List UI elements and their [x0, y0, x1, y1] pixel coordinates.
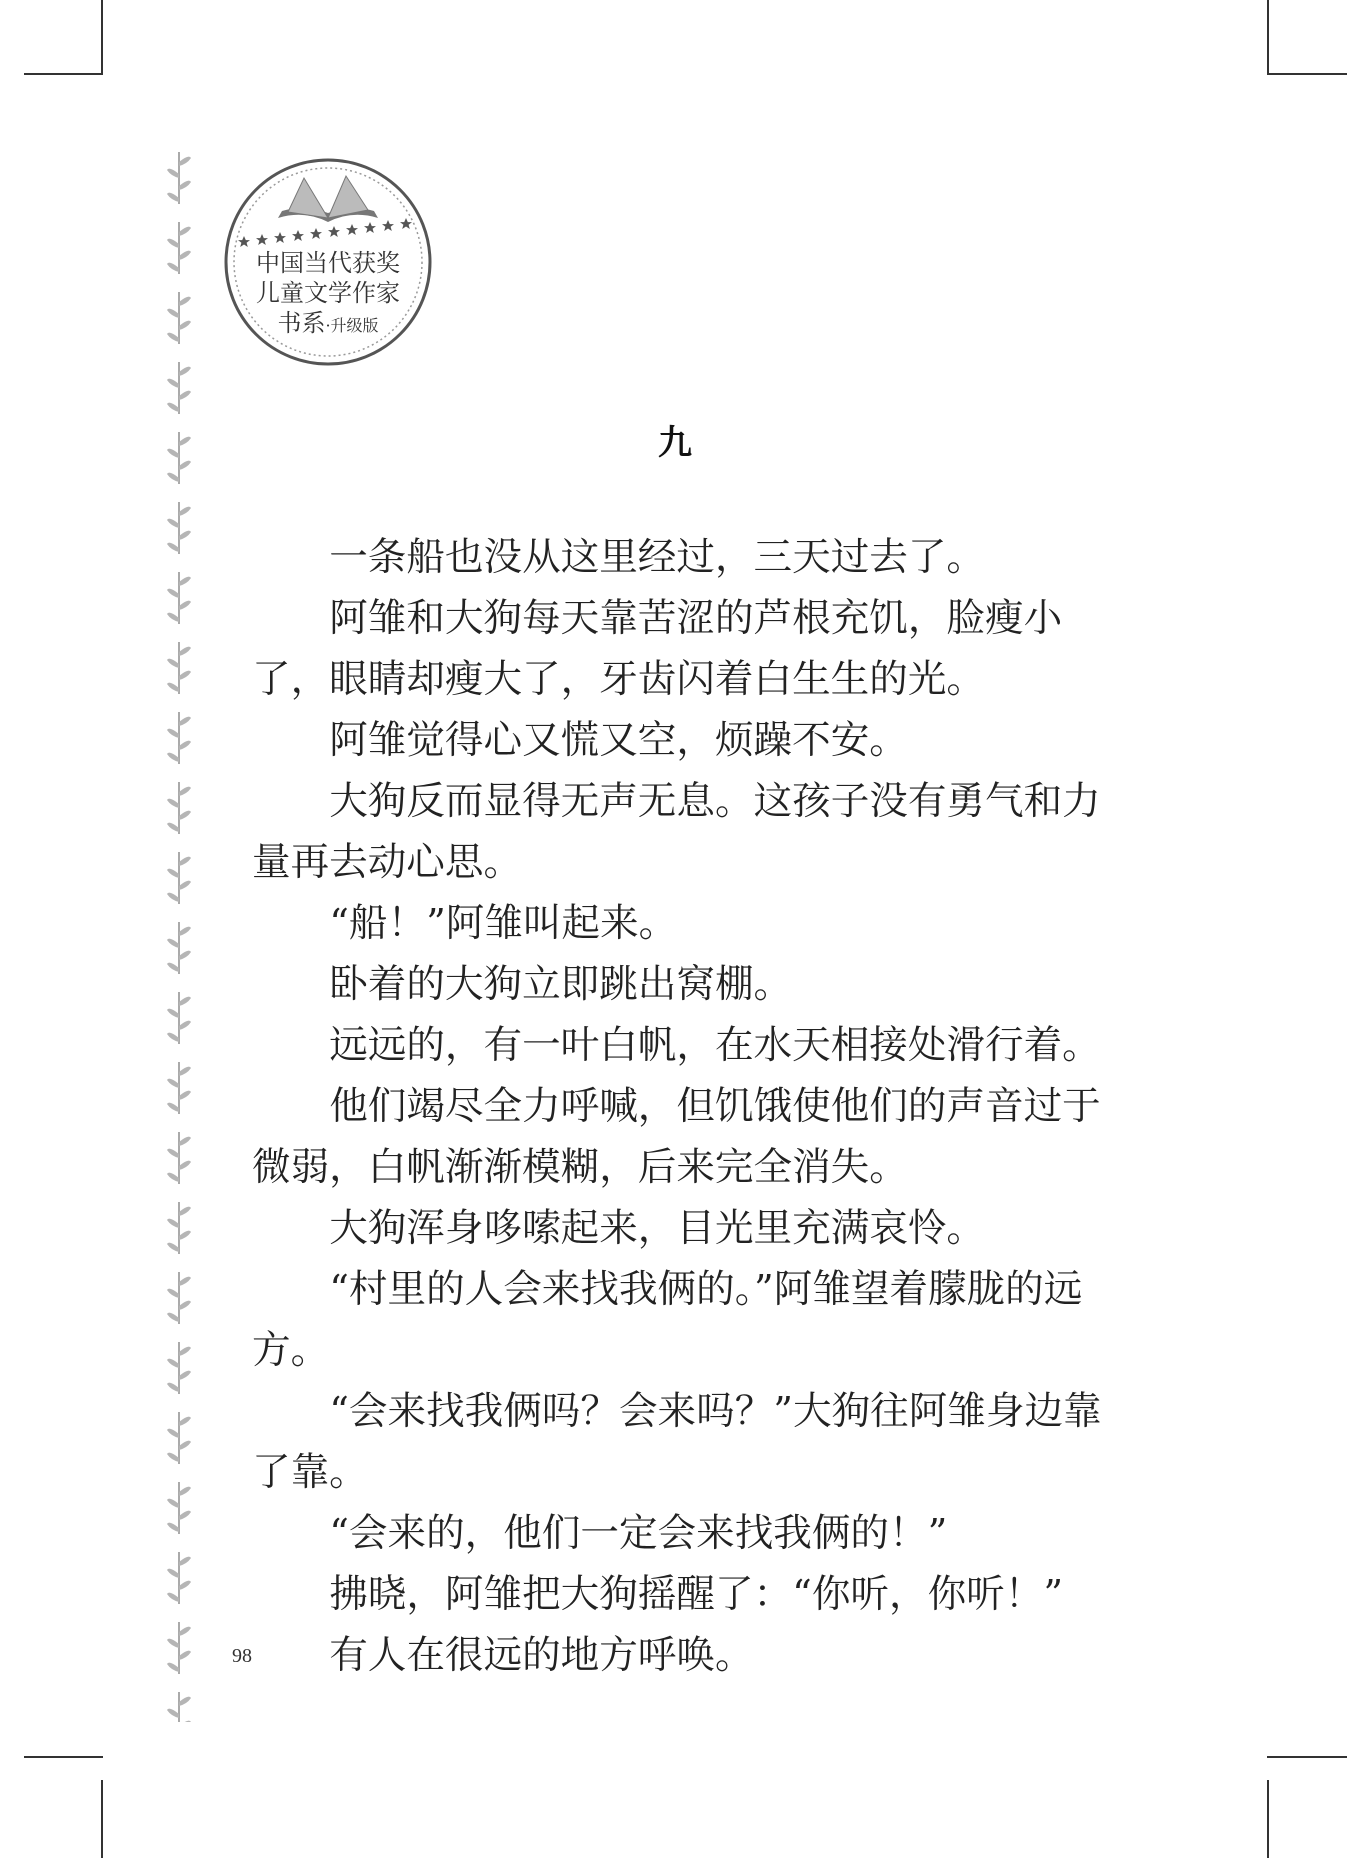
series-logo-text: 中国当代获奖 儿童文学作家 书系·升级版 — [256, 249, 400, 337]
page-number: 98 — [232, 1645, 252, 1667]
paragraph: “会来的，他们一定会来找我俩的！” — [329, 1511, 948, 1556]
crop-mark-br-h — [1267, 1756, 1347, 1758]
crop-mark-tl-v — [101, 0, 103, 74]
paragraph: 大狗浑身哆嗦起来，目光里充满哀怜。 — [329, 1206, 986, 1251]
crop-mark-br-v — [1267, 1780, 1269, 1858]
crop-mark-tr-h — [1267, 73, 1347, 75]
paragraph: 卧着的大狗立即跳出窝棚。 — [329, 962, 793, 1007]
paragraph: “村里的人会来找我俩的。”阿雏望着朦胧的远方。 — [252, 1267, 1083, 1373]
leaf-vine-border — [166, 152, 192, 1722]
crop-mark-bl-v — [101, 1780, 103, 1858]
paragraph: “会来找我俩吗？会来吗？”大狗往阿雏身边靠了靠。 — [252, 1389, 1102, 1495]
paragraph: 阿雏觉得心又慌又空，烦躁不安。 — [329, 718, 908, 763]
crop-mark-tl-h — [24, 73, 103, 75]
open-book-icon — [278, 176, 378, 222]
paragraph: “船！”阿雏叫起来。 — [329, 901, 678, 946]
paragraph: 他们竭尽全力呼喊，但饥饿使他们的声音过于微弱，白帆渐渐模糊，后来完全消失。 — [252, 1084, 1101, 1190]
chapter-body — [252, 527, 1112, 1686]
crop-mark-bl-h — [24, 1756, 103, 1758]
paragraph: 有人在很远的地方呼唤。 — [329, 1633, 754, 1678]
paragraph: 阿雏和大狗每天靠苦涩的芦根充饥，脸瘦小了，眼睛却瘦大了，牙齿闪着白生生的光。 — [252, 596, 1063, 702]
stars-decoration — [238, 218, 412, 247]
paragraph: 大狗反而显得无声无息。这孩子没有勇气和力量再去动心思。 — [252, 779, 1101, 885]
chapter-heading: 九 — [658, 423, 692, 463]
paragraph: 拂晓，阿雏把大狗摇醒了：“你听，你听！” — [329, 1572, 1064, 1617]
paragraph: 一条船也没从这里经过，三天过去了。 — [329, 535, 986, 580]
paragraph: 远远的，有一叶白帆，在水天相接处滑行着。 — [329, 1023, 1101, 1068]
crop-mark-tr-v — [1267, 0, 1269, 74]
